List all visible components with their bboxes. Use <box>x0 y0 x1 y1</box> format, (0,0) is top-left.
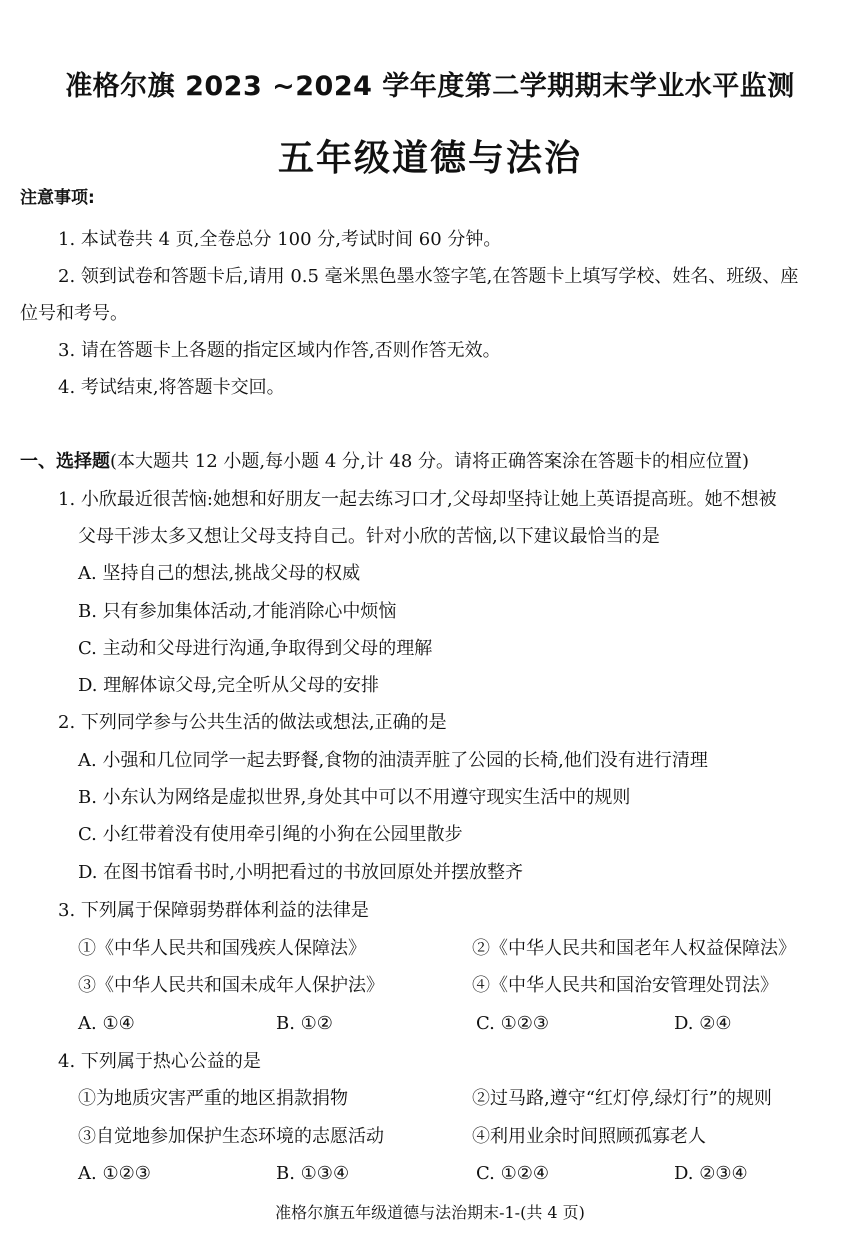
question-option: C. 小红带着没有使用牵引绳的小狗在公园里散步 <box>78 824 463 845</box>
question-item: ①为地质灾害严重的地区捐款捐物 <box>78 1088 348 1109</box>
question-option: A. ①④ <box>78 1013 135 1034</box>
notice-item-continuation: 位号和考号。 <box>20 303 128 324</box>
exam-title: 准格尔旗 2023 ~2024 学年度第二学期期末学业水平监测 <box>65 71 795 102</box>
question-option: B. 只有参加集体活动,才能消除心中烦恼 <box>78 601 397 622</box>
question-stem-continuation: 父母干涉太多又想让父母支持自己。针对小欣的苦恼,以下建议最恰当的是 <box>78 526 660 547</box>
question-option: C. 主动和父母进行沟通,争取得到父母的理解 <box>78 638 433 659</box>
question-option: D. ②③④ <box>674 1163 748 1184</box>
question-stem: 3. 下列属于保障弱势群体利益的法律是 <box>58 900 369 921</box>
question-option: C. ①②③ <box>476 1013 549 1034</box>
question-stem: 2. 下列同学参与公共生活的做法或想法,正确的是 <box>58 712 447 733</box>
question-stem: 4. 下列属于热心公益的是 <box>58 1051 261 1072</box>
subject-title: 五年级道德与法治 <box>277 138 582 179</box>
question-option: A. 坚持自己的想法,挑战父母的权威 <box>78 563 361 584</box>
notice-item: 3. 请在答题卡上各题的指定区域内作答,否则作答无效。 <box>58 340 501 361</box>
question-option: D. 在图书馆看书时,小明把看过的书放回原处并摆放整齐 <box>78 862 523 883</box>
section-heading <box>20 450 749 474</box>
section-description: (本大题共 12 小题,每小题 4 分,计 48 分。请将正确答案涂在答题卡的相应位置) <box>110 451 750 472</box>
question-item: ④《中华人民共和国治安管理处罚法》 <box>472 975 778 996</box>
question-item: ④利用业余时间照顾孤寡老人 <box>472 1126 706 1147</box>
question-option: C. ①②④ <box>476 1163 549 1184</box>
notice-item: 4. 考试结束,将答题卡交回。 <box>58 377 285 398</box>
notice-item: 1. 本试卷共 4 页,全卷总分 100 分,考试时间 60 分钟。 <box>58 229 502 250</box>
question-item: ②《中华人民共和国老年人权益保障法》 <box>472 938 796 959</box>
question-option: A. ①②③ <box>78 1163 151 1184</box>
notice-heading: 注意事项: <box>20 188 95 208</box>
section-label: 一、选择题 <box>20 451 110 472</box>
question-option: B. ①③④ <box>276 1163 350 1184</box>
question-item: ③《中华人民共和国未成年人保护法》 <box>78 975 384 996</box>
question-option: D. 理解体谅父母,完全听从父母的安排 <box>78 675 379 696</box>
notice-item: 2. 领到试卷和答题卡后,请用 0.5 毫米黑色墨水签字笔,在答题卡上填写学校、姓名、班级、座 <box>58 266 799 287</box>
question-option: D. ②④ <box>674 1013 732 1034</box>
question-option: B. 小东认为网络是虚拟世界,身处其中可以不用遵守现实生活中的规则 <box>78 787 631 808</box>
question-option: A. 小强和几位同学一起去野餐,食物的油渍弄脏了公园的长椅,他们没有进行清理 <box>78 750 708 771</box>
question-item: ①《中华人民共和国残疾人保障法》 <box>78 938 366 959</box>
question-item: ②过马路,遵守“红灯停,绿灯行”的规则 <box>472 1088 772 1109</box>
question-stem: 1. 小欣最近很苦恼:她想和好朋友一起去练习口才,父母却坚持让她上英语提高班。她不想被 <box>58 489 777 510</box>
question-item: ③自觉地参加保护生态环境的志愿活动 <box>78 1126 384 1147</box>
page-footer: 准格尔旗五年级道德与法治期末-1-(共 4 页) <box>275 1203 585 1222</box>
question-option: B. ①② <box>276 1013 333 1034</box>
